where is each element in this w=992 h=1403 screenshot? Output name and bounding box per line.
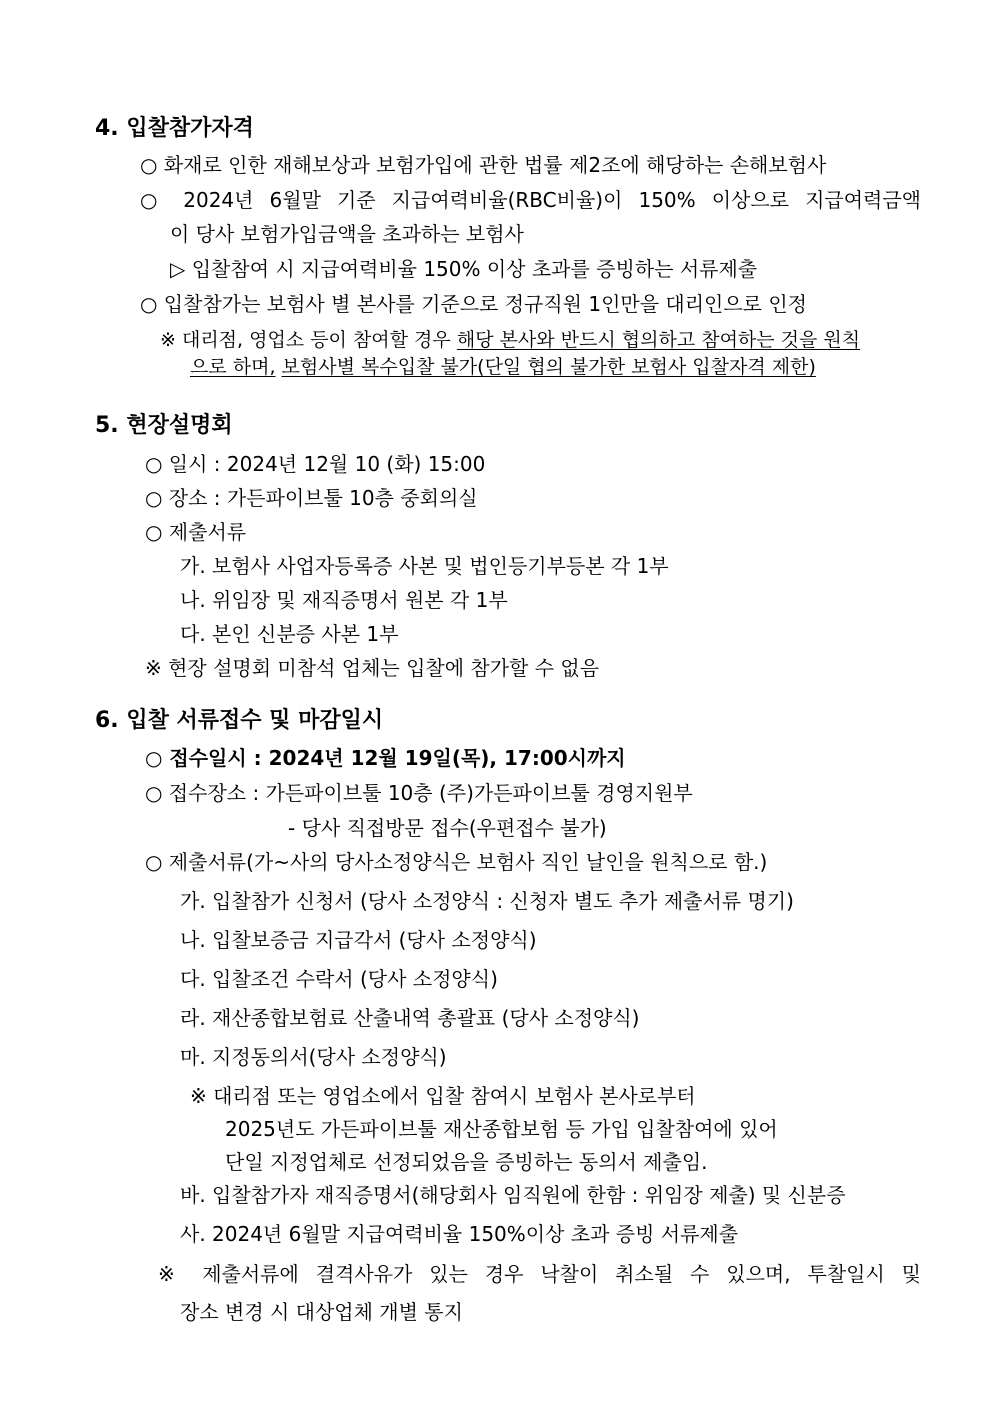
note-text: ※ 대리점, 영업소 등이 참여할 경우	[160, 329, 457, 351]
section-6-deadline: ○ 접수일시 : 2024년 12월 19일(목), 17:00시까지	[145, 746, 626, 770]
section-4-heading: 4. 입찰참가자격	[95, 116, 254, 141]
note-underlined-text: 해당 본사와 반드시 협의하고 참여하는 것을 원칙	[456, 329, 861, 351]
section-6-final-note-cont: 장소 변경 시 대상업체 개별 통지	[180, 1300, 463, 1324]
section-6-note-2: 2025년도 가든파이브툴 재산종합보험 등 가입 입찰참여에 있어	[225, 1117, 778, 1141]
section-5-item-3: ○ 제출서류	[145, 520, 247, 544]
section-6-location: ○ 접수장소 : 가든파이브툴 10층 (주)가든파이브툴 경영지원부	[145, 781, 693, 805]
section-5-doc-3: 다. 본인 신분증 사본 1부	[180, 622, 399, 646]
section-4-item-3: ○ 입찰참가는 보험사 별 본사를 기준으로 정규직원 1인만을 대리인으로 인정	[140, 292, 807, 316]
note-underlined-text: 으로 하며,	[190, 356, 276, 378]
section-4-note-line-2	[190, 354, 816, 380]
section-5-item-2: ○ 장소 : 가든파이브툴 10층 중회의실	[145, 486, 478, 510]
section-6-final-note: ※ 제출서류에 결격사유가 있는 경우 낙찰이 취소될 수 있으며, 투찰일시 및	[158, 1262, 921, 1286]
section-6-doc-6: 바. 입찰참가자 재직증명서(해당회사 임직원에 한함 : 위임장 제출) 및 신분증	[180, 1183, 846, 1207]
section-4-note-line-1	[160, 327, 860, 353]
section-5-doc-1: 가. 보험사 사업자등록증 사본 및 법인등기부등본 각 1부	[180, 554, 669, 578]
section-6-documents: ○ 제출서류(가~사의 당사소정양식은 보험사 직인 날인을 원칙으로 함.)	[145, 850, 768, 874]
section-6-doc-4: 라. 재산종합보험료 산출내역 총괄표 (당사 소정양식)	[180, 1006, 640, 1030]
section-4-item-2: ○ 2024년 6월말 기준 지급여력비율(RBC비율)이 150% 이상으로 지급여력금액	[140, 188, 921, 212]
note-underlined-text: 보험사별 복수입찰 불가(단일 협의 불가한 보험사 입찰자격 제한)	[281, 356, 816, 378]
section-6-doc-2: 나. 입찰보증금 지급각서 (당사 소정양식)	[180, 928, 537, 952]
section-6-doc-1: 가. 입찰참가 신청서 (당사 소정양식 : 신청자 별도 추가 제출서류 명기)	[180, 889, 794, 913]
section-4-subitem: ▷ 입찰참여 시 지급여력비율 150% 이상 초과를 증빙하는 서류제출	[170, 257, 758, 281]
section-6-location-note: - 당사 직접방문 접수(우편접수 불가)	[288, 816, 607, 840]
section-6-doc-5: 마. 지정동의서(당사 소정양식)	[180, 1045, 447, 1069]
section-4-item-2-cont: 이 당사 보험가입금액을 초과하는 보험사	[170, 222, 524, 246]
section-5-note: ※ 현장 설명회 미참석 업체는 입찰에 참가할 수 없음	[145, 656, 600, 680]
section-5-item-1: ○ 일시 : 2024년 12월 10 (화) 15:00	[145, 452, 486, 476]
section-6-doc-3: 다. 입찰조건 수락서 (당사 소정양식)	[180, 967, 498, 991]
section-6-note-3: 단일 지정업체로 선정되었음을 증빙하는 동의서 제출임.	[225, 1150, 708, 1174]
section-6-doc-7: 사. 2024년 6월말 지급여력비율 150%이상 초과 증빙 서류제출	[180, 1222, 739, 1246]
section-5-doc-2: 나. 위임장 및 재직증명서 원본 각 1부	[180, 588, 508, 612]
section-4-item-1: ○ 화재로 인한 재해보상과 보험가입에 관한 법률 제2조에 해당하는 손해보험사	[140, 153, 827, 177]
section-6-note-1: ※ 대리점 또는 영업소에서 입찰 참여시 보험사 본사로부터	[190, 1084, 696, 1108]
section-5-heading: 5. 현장설명회	[95, 413, 233, 438]
section-6-heading: 6. 입찰 서류접수 및 마감일시	[95, 708, 384, 733]
